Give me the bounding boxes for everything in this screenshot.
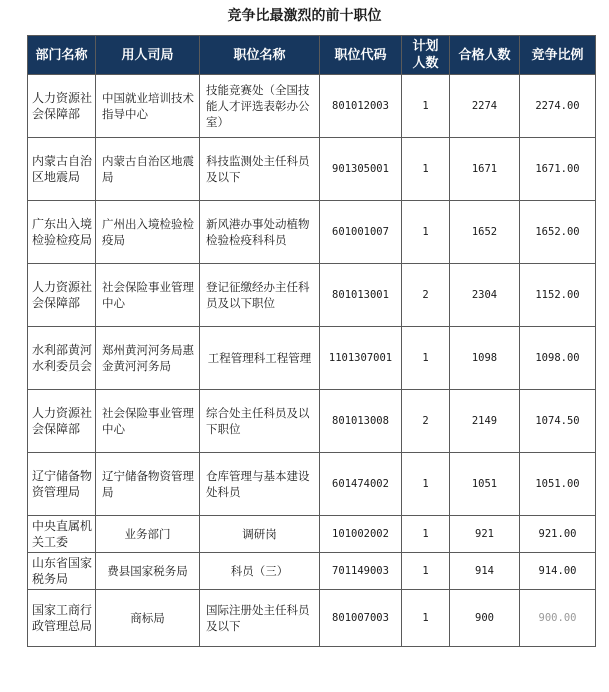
table-row	[28, 553, 596, 590]
table-header-row	[28, 36, 596, 75]
cell-code: 701149003	[320, 553, 402, 590]
cell-plan: 1	[402, 201, 450, 264]
cell-plan: 1	[402, 453, 450, 516]
cell-bureau: 内蒙古自治区地震局	[96, 138, 200, 201]
cell-dept: 国家工商行政管理总局	[28, 590, 96, 647]
header-position: 职位名称	[200, 36, 320, 75]
cell-plan: 1	[402, 138, 450, 201]
cell-bureau: 社会保险事业管理中心	[96, 390, 200, 453]
cell-plan: 1	[402, 590, 450, 647]
cell-ratio: 1671.00	[520, 138, 596, 201]
cell-ratio: 1152.00	[520, 264, 596, 327]
cell-qualified: 2149	[450, 390, 520, 453]
cell-ratio: 1074.50	[520, 390, 596, 453]
table-row	[28, 264, 596, 327]
cell-dept: 人力资源社会保障部	[28, 75, 96, 138]
cell-qualified: 2304	[450, 264, 520, 327]
cell-qualified: 900	[450, 590, 520, 647]
cell-qualified: 1671	[450, 138, 520, 201]
cell-bureau: 商标局	[96, 590, 200, 647]
cell-code: 601001007	[320, 201, 402, 264]
header-plan: 计划人数	[402, 36, 450, 75]
cell-position: 新风港办事处动植物检验检疫科科员	[200, 201, 320, 264]
cell-dept: 山东省国家税务局	[28, 553, 96, 590]
cell-qualified: 921	[450, 516, 520, 553]
header-code: 职位代码	[320, 36, 402, 75]
cell-code: 801007003	[320, 590, 402, 647]
table-row	[28, 201, 596, 264]
cell-bureau: 业务部门	[96, 516, 200, 553]
cell-qualified: 914	[450, 553, 520, 590]
page-title: 竞争比最激烈的前十职位	[227, 8, 382, 24]
cell-ratio: 2274.00	[520, 75, 596, 138]
cell-dept: 中央直属机关工委	[28, 516, 96, 553]
cell-code: 1101307001	[320, 327, 402, 390]
table-row	[28, 516, 596, 553]
header-ratio: 竞争比例	[520, 36, 596, 75]
ranking-table	[27, 35, 596, 647]
cell-code: 801013008	[320, 390, 402, 453]
cell-bureau: 广州出入境检验检疫局	[96, 201, 200, 264]
cell-position: 科员（三）	[200, 553, 320, 590]
cell-position: 仓库管理与基本建设处科员	[200, 453, 320, 516]
cell-code: 801013001	[320, 264, 402, 327]
cell-position: 国际注册处主任科员及以下	[200, 590, 320, 647]
cell-ratio: 900.00	[520, 590, 596, 647]
cell-ratio: 1652.00	[520, 201, 596, 264]
cell-bureau: 费县国家税务局	[96, 553, 200, 590]
cell-position: 科技监测处主任科员及以下	[200, 138, 320, 201]
cell-qualified: 2274	[450, 75, 520, 138]
cell-position: 工程管理科工程管理	[200, 327, 320, 390]
cell-code: 101002002	[320, 516, 402, 553]
cell-ratio: 914.00	[520, 553, 596, 590]
cell-ratio: 1098.00	[520, 327, 596, 390]
table-row	[28, 75, 596, 138]
cell-code: 901305001	[320, 138, 402, 201]
cell-plan: 2	[402, 264, 450, 327]
header-bureau: 用人司局	[96, 36, 200, 75]
table-row	[28, 453, 596, 516]
cell-dept: 广东出入境检验检疫局	[28, 201, 96, 264]
cell-bureau: 郑州黄河河务局惠金黄河河务局	[96, 327, 200, 390]
cell-position: 调研岗	[200, 516, 320, 553]
cell-dept: 人力资源社会保障部	[28, 390, 96, 453]
cell-position: 登记征缴经办主任科员及以下职位	[200, 264, 320, 327]
cell-plan: 1	[402, 327, 450, 390]
cell-plan: 2	[402, 390, 450, 453]
cell-code: 601474002	[320, 453, 402, 516]
cell-qualified: 1098	[450, 327, 520, 390]
cell-ratio: 1051.00	[520, 453, 596, 516]
cell-dept: 人力资源社会保障部	[28, 264, 96, 327]
cell-dept: 水利部黄河水利委员会	[28, 327, 96, 390]
cell-position: 综合处主任科员及以下职位	[200, 390, 320, 453]
cell-position: 技能竞赛处（全国技能人才评选表彰办公室）	[200, 75, 320, 138]
cell-plan: 1	[402, 553, 450, 590]
cell-dept: 内蒙古自治区地震局	[28, 138, 96, 201]
header-qualified: 合格人数	[450, 36, 520, 75]
table-row	[28, 590, 596, 647]
cell-ratio: 921.00	[520, 516, 596, 553]
header-dept: 部门名称	[28, 36, 96, 75]
cell-qualified: 1051	[450, 453, 520, 516]
table-row	[28, 138, 596, 201]
cell-bureau: 社会保险事业管理中心	[96, 264, 200, 327]
cell-plan: 1	[402, 516, 450, 553]
table-row	[28, 327, 596, 390]
cell-qualified: 1652	[450, 201, 520, 264]
cell-dept: 辽宁储备物资管理局	[28, 453, 96, 516]
cell-bureau: 中国就业培训技术指导中心	[96, 75, 200, 138]
cell-bureau: 辽宁储备物资管理局	[96, 453, 200, 516]
table-row	[28, 390, 596, 453]
cell-plan: 1	[402, 75, 450, 138]
cell-code: 801012003	[320, 75, 402, 138]
